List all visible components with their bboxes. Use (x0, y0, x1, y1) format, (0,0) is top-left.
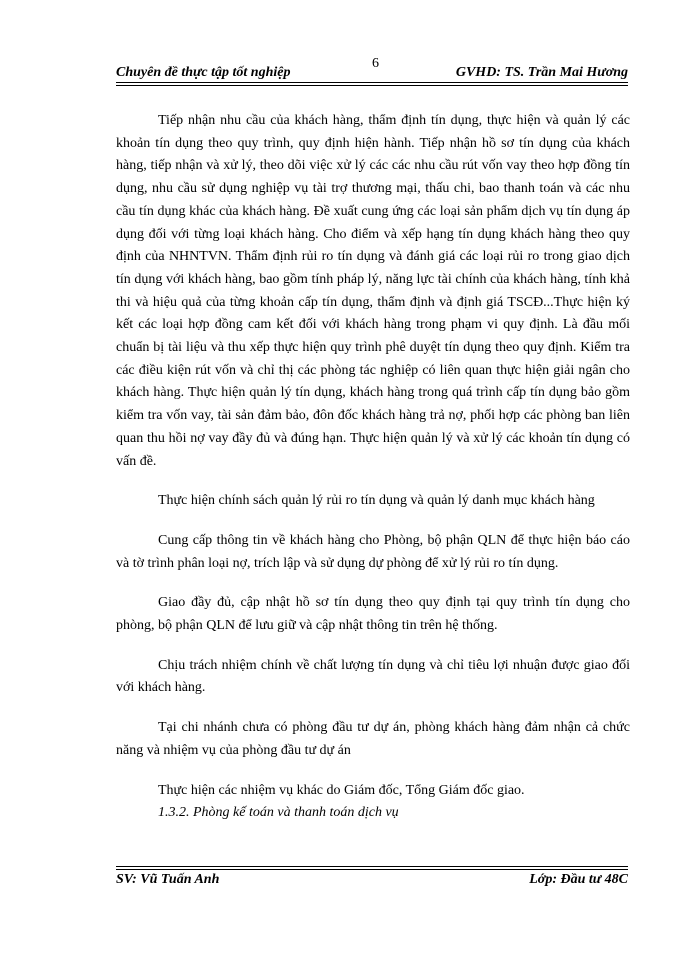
paragraph: Giao đầy đủ, cập nhật hồ sơ tín dụng theo quy định tại quy trình tín dụng cho phòng, bộ phận QLN để lưu giữ và cập nhật thông tin trên hệ thống. (116, 595, 630, 634)
footer-student: SV: Vũ Tuấn Anh (116, 872, 220, 887)
header-supervisor: GVHD: TS. Trần Mai Hương (455, 65, 628, 80)
footer-rule (116, 866, 628, 870)
header-rule (116, 82, 628, 86)
paragraph: Chịu trách nhiệm chính về chất lượng tín dụng và chỉ tiêu lợi nhuận được giao đối với khách hàng. (116, 657, 630, 696)
document-body (116, 110, 630, 824)
page-header (116, 58, 628, 80)
header-document-title: Chuyên đề thực tập tốt nghiệp (116, 65, 291, 80)
page-number: 6 (372, 56, 379, 71)
paragraph: Thực hiện các nhiệm vụ khác do Giám đốc, Tổng Giám đốc giao. (158, 782, 525, 798)
section-heading: 1.3.2. Phòng kế toán và thanh toán dịch vụ (158, 805, 399, 821)
paragraph: Tại chi nhánh chưa có phòng đầu tư dự án, phòng khách hàng đảm nhận cả chức năng và nhiệm vụ của phòng đầu tư dự án (116, 720, 630, 758)
paragraph: Thực hiện chính sách quản lý rủi ro tín dụng và quản lý danh mục khách hàng (158, 493, 595, 509)
paragraph: Tiếp nhận nhu cầu của khách hàng, thẩm định tín dụng, thực hiện và quản lý các khoản tín dụng theo quy trình, quy định hiện hành. Tiếp nhận hồ sơ tín dụng của khách hàng, tiếp nhận và xử lý, theo dõi việc xử lý các các nhu cầu rút vốn vay theo hợp đồng tín dụng, nhu cầu sử dụng nghiệp vụ tài trợ thương mại, thấu chi, bao thanh toán và các nhu cầu tín dụng khác của khách hàng. Đề xuất cung ứng các loại sản phẩm dịch vụ tín dụng áp dụng đối với từng loại khách hàng. Cho điểm và xếp hạng tín dụng khách hàng theo quy định của NHNTVN. Thẩm định rủi ro tín dụng và đánh giá các loại rủi ro trong giao dịch tín dụng với khách hàng, bao gồm tính pháp lý, năng lực tài chính của khách hàng, tính khả thi và hiệu quả của từng khoản cấp tín dụng, thẩm định và định giá TSCĐ...Thực hiện ký kết các loại hợp đồng cam kết đối với khách hàng trong phạm vi quy định. Là đầu mối chuẩn bị tài liệu và thu xếp thực hiện quy trình phê duyệt tín dụng theo quy định. Kiểm tra các điều kiện rút vốn và chỉ thị các phòng tác nghiệp có liên quan thực hiện giải ngân cho khách hàng. Thực hiện quản lý tín dụng, khách hàng trong quá trình cấp tín dụng bảo gồm kiểm tra vốn vay, tài sản đảm bảo, đôn đốc khách hàng trả nợ, phối hợp các phòng ban liên quan thu hồi nợ vay đầy đủ và đúng hạn. Thực hiện quản lý và xử lý các khoản tín dụng có vấn đề. (116, 113, 630, 469)
paragraph: Cung cấp thông tin về khách hàng cho Phòng, bộ phận QLN để thực hiện báo cáo và tờ trình phân loại nợ, trích lập và sử dụng dự phòng để xử lý rủi ro tín dụng. (116, 532, 630, 571)
footer-class: Lớp: Đầu tư 48C (529, 872, 628, 887)
